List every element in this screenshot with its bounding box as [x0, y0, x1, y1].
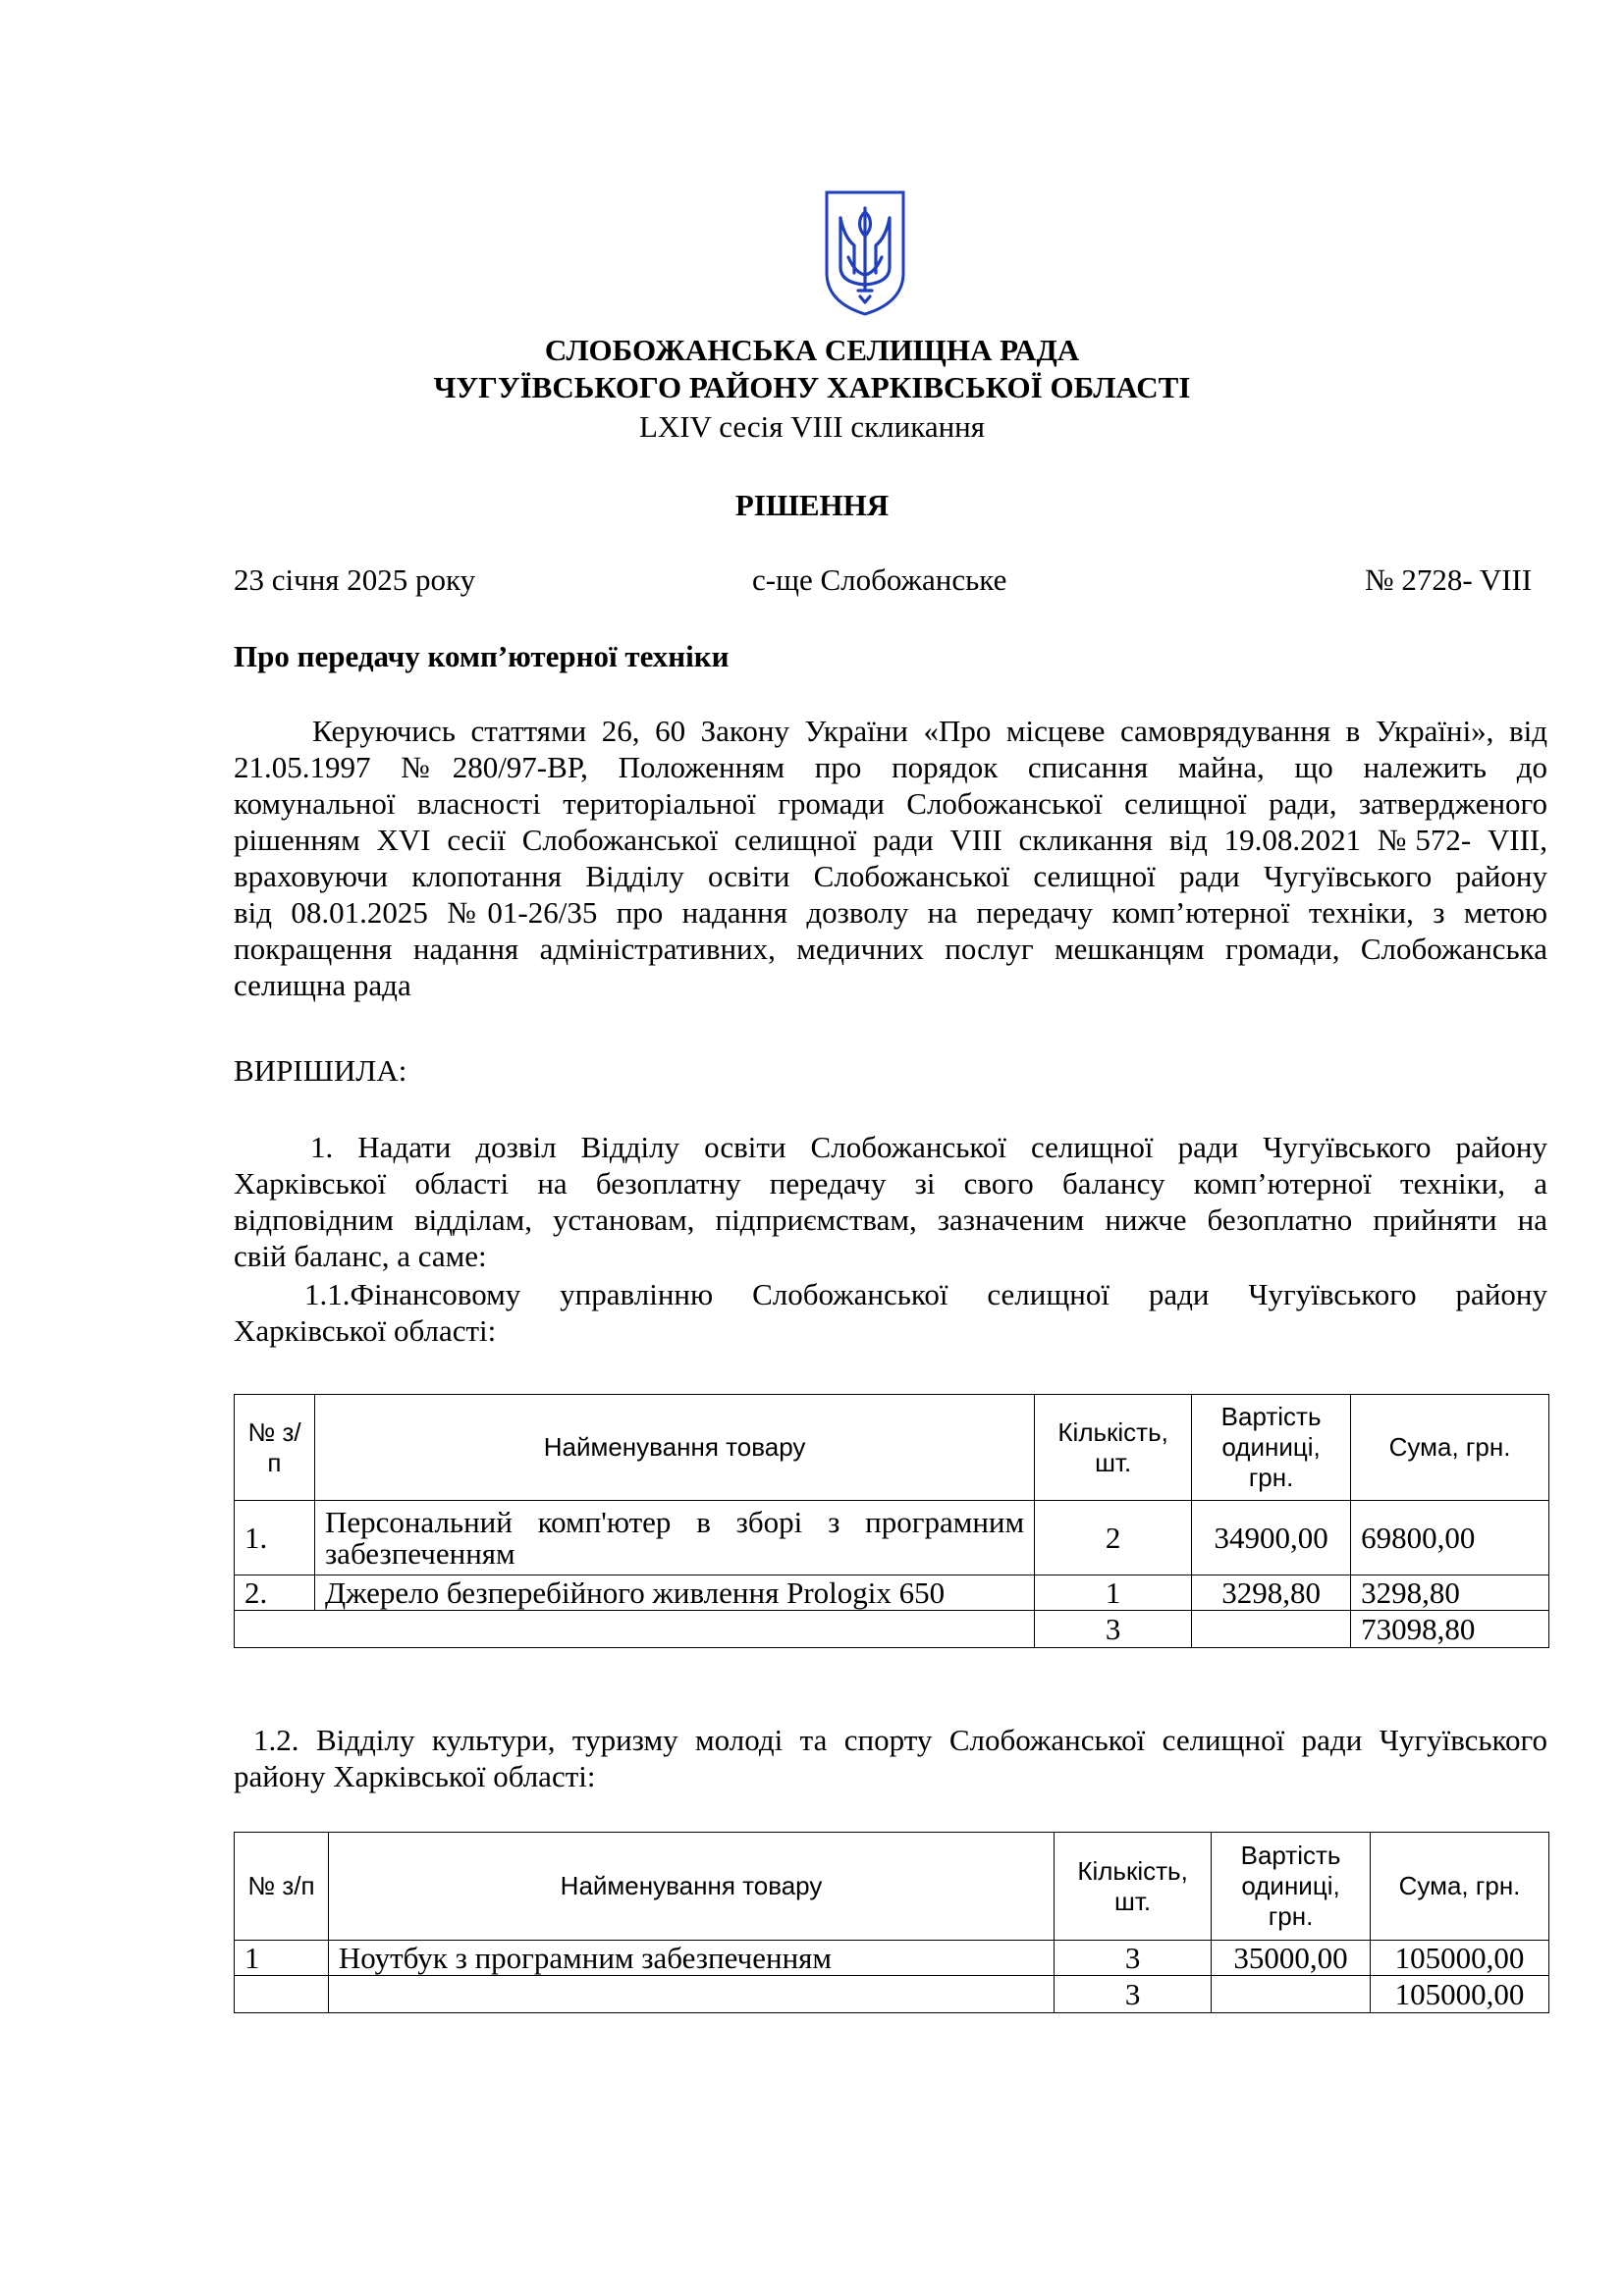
table-row — [235, 1941, 1549, 1976]
goods-table-2 — [234, 1832, 1549, 2013]
row-qty: 2 — [1035, 1501, 1192, 1575]
item-1-1-line: 1.1.Фінансовому управлінню Слобожанської селищної ради Чугуївського району — [304, 1277, 1547, 1311]
preamble-line: Керуючись статтями 26, 60 Закону України «Про місцеве самоврядування в Україні», від — [312, 714, 1547, 748]
col-header-qty: Кількість, шт. — [1055, 1833, 1212, 1941]
total-sum: 73098,80 — [1351, 1611, 1549, 1648]
col-header-no: № з/п — [235, 1395, 315, 1501]
coat-of-arms-icon — [823, 188, 907, 318]
council-region: ЧУГУЇВСЬКОГО РАЙОНУ ХАРКІВСЬКОЇ ОБЛАСТІ — [433, 370, 1191, 404]
row-sum: 3298,80 — [1351, 1575, 1549, 1611]
item-1 — [234, 1129, 1547, 1274]
total-label-cell — [235, 1611, 1035, 1648]
preamble-line: покращення надання адміністративних, медичних послуг мешканцям громади, Слобожанська — [234, 932, 1547, 966]
total-qty: 3 — [1055, 1976, 1212, 2013]
document-type: РІШЕННЯ — [734, 488, 890, 522]
row-sum: 105000,00 — [1371, 1941, 1549, 1976]
row-name: Джерело безперебійного живлення Prologix 650 — [314, 1575, 1034, 1611]
item-1-line: 1. Надати дозвіл Відділу освіти Слобожанської селищної ради Чугуївського району — [310, 1130, 1547, 1164]
item-1-2 — [234, 1722, 1547, 1794]
row-no: 1. — [235, 1501, 315, 1575]
item-1-2-line: району Харківської області: — [234, 1759, 596, 1793]
row-qty: 3 — [1055, 1941, 1212, 1976]
table-row — [235, 1501, 1549, 1575]
preamble-line: від 08.01.2025 №01-26/35 про надання дозволу на передачу комп’ютерної техніки, з метою — [234, 895, 1547, 930]
preamble-line: селищна рада — [234, 968, 411, 1002]
row-name: Ноутбук з програмним забезпеченням — [328, 1941, 1054, 1976]
table-row — [235, 1575, 1549, 1611]
table-total-row — [235, 1976, 1549, 2013]
table-total-row — [235, 1611, 1549, 1648]
total-qty: 3 — [1035, 1611, 1192, 1648]
preamble-line: 21.05.1997 №280/97-ВР, Положенням про порядок списання майна, що належить до — [234, 750, 1547, 784]
item-1-line: відповідним відділам, установам, підприємствам, зазначеним нижче безоплатно прийняти на — [234, 1202, 1547, 1237]
decision-number: № 2728- VIII — [1365, 562, 1533, 597]
total-price-cell — [1212, 1976, 1371, 2013]
session-info: LXIV сесія VIII скликання — [638, 409, 986, 444]
total-price-cell — [1192, 1611, 1351, 1648]
decided-heading: ВИРІШИЛА: — [234, 1053, 407, 1088]
item-1-2-line: 1.2. Відділу культури, туризму молоді та спорту Слобожанської селищної ради Чугуївського — [253, 1723, 1547, 1757]
item-1-1 — [234, 1276, 1547, 1349]
row-price: 34900,00 — [1192, 1501, 1351, 1575]
row-price: 3298,80 — [1192, 1575, 1351, 1611]
col-header-qty: Кількість, шт. — [1035, 1395, 1192, 1501]
row-qty: 1 — [1035, 1575, 1192, 1611]
col-header-name: Найменування товару — [328, 1833, 1054, 1941]
row-price: 35000,00 — [1212, 1941, 1371, 1976]
row-sum: 69800,00 — [1351, 1501, 1549, 1575]
col-header-no: № з/п — [235, 1833, 329, 1941]
decision-place: с-ще Слобожанське — [752, 562, 1007, 597]
table-header-row — [235, 1395, 1549, 1501]
council-name: СЛОБОЖАНСЬКА СЕЛИЩНА РАДА — [544, 333, 1080, 367]
item-1-line: свій баланс, а саме: — [234, 1239, 487, 1273]
item-1-line: Харківської області на безоплатну передачу зі свого балансу комп’ютерної техніки, а — [234, 1166, 1547, 1201]
row-name: Персональний комп'ютер в зборі з програмним забезпеченням — [314, 1501, 1034, 1575]
decision-subject: Про передачу комп’ютерної техніки — [234, 639, 730, 673]
preamble — [234, 713, 1547, 1003]
col-header-price: Вартість одиниці, грн. — [1192, 1395, 1351, 1501]
preamble-line: враховуючи клопотання Відділу освіти Слобожанської селищної ради Чугуївського району — [234, 859, 1547, 893]
decision-date: 23 січня 2025 року — [234, 562, 476, 597]
total-label-cell — [328, 1976, 1054, 2013]
col-header-name: Найменування товару — [314, 1395, 1034, 1501]
col-header-sum: Сума, грн. — [1351, 1395, 1549, 1501]
item-1-1-line: Харківської області: — [234, 1313, 497, 1348]
total-no-cell — [235, 1976, 329, 2013]
row-no: 2. — [235, 1575, 315, 1611]
table-header-row — [235, 1833, 1549, 1941]
col-header-price: Вартість одиниці, грн. — [1212, 1833, 1371, 1941]
total-sum: 105000,00 — [1371, 1976, 1549, 2013]
preamble-line: рішенням XVI сесії Слобожанської селищної ради VIII скликання від 19.08.2021 №572- VIII, — [234, 823, 1547, 857]
row-no: 1 — [235, 1941, 329, 1976]
preamble-line: комунальної власності територіальної громади Слобожанської селищної ради, затвердженого — [234, 786, 1547, 821]
col-header-sum: Сума, грн. — [1371, 1833, 1549, 1941]
goods-table-1 — [234, 1394, 1549, 1648]
